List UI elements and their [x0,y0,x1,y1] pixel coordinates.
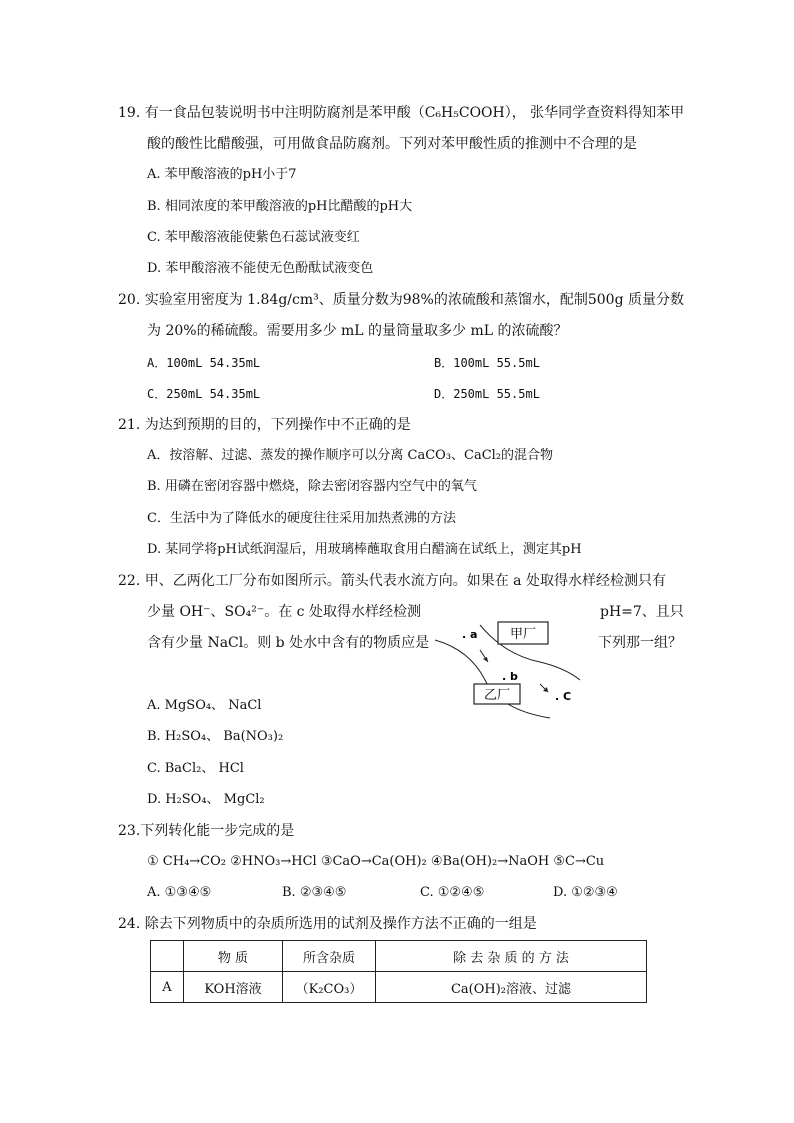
q22-stem-line3b: 下列那一组？ [598,635,682,651]
q23-option-b: B. ②③④⑤ [282,885,347,900]
q20-stem-line2: 为 20%的稀硫酸。需要用多少 mL 的量筒量取多少 mL 的浓硫酸？ [147,323,568,339]
factory-a-label: 甲厂 [509,627,537,642]
q19-option-c: C. 苯甲酸溶液能使紫色石蕊试液变红 [147,230,360,245]
flow-arrow-1-head [483,657,488,662]
table-cell: Ca(OH)₂溶液、过滤 [376,972,647,1003]
q22-stem-line3a: 含有少量 NaCl。则 b 处水中含有的物质应是 [147,635,430,651]
q24-stem: 24. 除去下列物质中的杂质所选用的试剂及操作方法不正确的一组是 [118,916,537,932]
q22-option-d: D. H₂SO₄、 MgCl₂ [147,792,265,807]
q22-option-a: A. MgSO₄、 NaCl [147,698,262,713]
q20-option-a: A．100mL 54.35mL [147,356,261,370]
q21-option-d: D. 某同学将pH试纸润湿后，用玻璃棒蘸取食用白醋滴在试纸上，测定其pH [147,542,582,557]
q22-stem-line2a: 少量 OH⁻、SO₄²⁻。在 c 处取得水样经检测 [147,604,421,620]
q24-table [150,940,647,1003]
q21-option-a: A．按溶解、过滤、蒸发的操作顺序可以分离 CaCO₃、CaCl₂的混合物 [147,448,554,463]
q21-option-b: B. 用磷在密闭容器中燃烧，除去密闭容器内空气中的氧气 [147,479,477,494]
table-cell: A [151,972,184,1003]
q19-stem-line1: 19. 有一食品包装说明书中注明防腐剂是苯甲酸（C₆H₅COOH）， 张华同学查资料得知苯甲 [118,105,685,121]
q23-stem: 23.下列转化能一步完成的是 [118,823,295,839]
table-cell: （K₂CO₃） [283,972,376,1003]
factory-b-label: 乙厂 [483,688,511,703]
q19-option-a: A. 苯甲酸溶液的pH小于7 [147,167,297,182]
q23-option-d: D. ①②③④ [553,885,618,900]
table-header-cell [151,941,184,972]
q20-option-b: B．100mL 55.5mL [434,356,540,370]
q22-option-c: C. BaCl₂、 HCl [147,761,244,776]
q19-option-b: B. 相同浓度的苯甲酸溶液的pH比醋酸的pH大 [147,199,413,214]
q19-option-d: D. 苯甲酸溶液不能使无色酚酞试液变色 [147,261,374,276]
q22-stem-line1: 22. 甲、乙两化工厂分布如图所示。箭头代表水流方向。如果在 a 处取得水样经检测只有 [118,573,666,589]
point-c-label: . C [555,690,572,703]
q20-option-c: C．250mL 54.35mL [147,387,261,401]
q19-stem-line2: 酸的酸性比醋酸强，可用做食品防腐剂。下列对苯甲酸性质的推测中不合理的是 [147,136,637,152]
q20-option-d: D．250mL 55.5mL [434,387,540,401]
point-b-label: . b [502,670,518,683]
q22-option-b: B. H₂SO₄、 Ba(NO₃)₂ [147,729,284,744]
q23-option-c: C. ①②④⑤ [420,885,485,900]
point-a-label: . a [462,628,478,641]
river-bank-left [435,640,550,718]
q21-option-c: C．生活中为了降低水的硬度往往采用加热煮沸的方法 [147,511,456,526]
table-header-cell: 所含杂质 [283,941,376,972]
factory-river-diagram [430,620,580,720]
q23-conversions: ① CH₄→CO₂ ②HNO₃→HCl ③CaO→Ca(OH)₂ ④Ba(OH)₂→NaOH ⑤C→Cu [147,854,605,869]
q21-stem: 21. 为达到预期的目的，下列操作中不正确的是 [118,417,411,433]
table-header-row [151,941,647,972]
q20-stem-line1: 20. 实验室用密度为 1.84g/cm³、质量分数为98%的浓硫酸和蒸馏水，配制500g 质量分数 [118,292,684,308]
table-cell: KOH溶液 [184,972,283,1003]
table-header-cell: 物 质 [184,941,283,972]
table-header-cell: 除 去 杂 质 的 方 法 [376,941,647,972]
q23-option-a: A. ①③④⑤ [147,885,212,900]
table-row [151,972,647,1003]
q22-stem-line2b: pH=7、且只 [600,604,684,620]
